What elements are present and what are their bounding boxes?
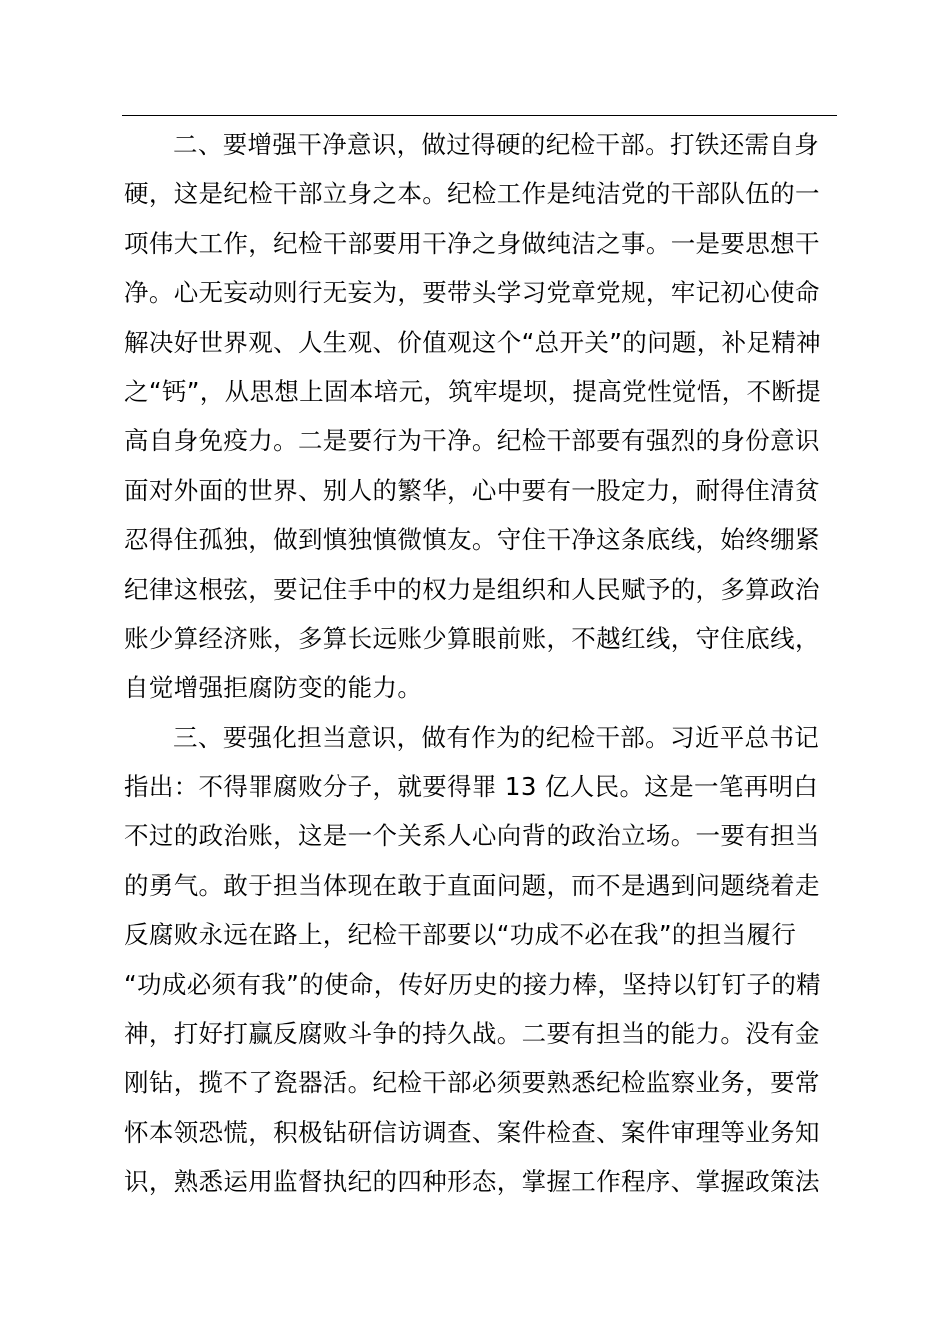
document-body [124,120,844,1207]
paragraph-line: 自觉增强拒腐防变的能力。 [124,673,423,703]
paragraph-line: 之“钙”，从思想上固本培元，筑牢堤坝，提高党性觉悟，不断提 [124,376,822,406]
paragraph-section-2 [124,120,844,713]
paragraph-line: 三、要强化担当意识，做有作为的纪检干部。习近平总书记 [173,722,820,752]
header-rule [122,115,837,116]
paragraph-line: “功成必须有我”的使命，传好历史的接力棒，坚持以钉钉子的精 [124,969,822,999]
paragraph-line: 反腐败永远在路上，纪检干部要以“功成不必在我”的担当履行 [124,920,797,950]
paragraph-section-3 [124,713,844,1207]
paragraph-line: 纪律这根弦，要记住手中的权力是组织和人民赋予的，多算政治 [124,574,820,604]
paragraph-line: 高自身免疫力。二是要行为干净。纪检干部要有强烈的身份意识 [124,426,820,456]
paragraph-line: 解决好世界观、人生观、价值观这个“总开关”的问题，补足精神 [124,327,822,357]
paragraph-line: 二、要增强干净意识，做过得硬的纪检干部。打铁还需自身 [173,130,820,159]
paragraph-line: 硬，这是纪检干部立身之本。纪检工作是纯洁党的干部队伍的一 [124,179,820,209]
paragraph-line: 面对外面的世界、别人的繁华，心中要有一股定力，耐得住清贫 [124,475,820,505]
paragraph-line: 项伟大工作，纪检干部要用干净之身做纯洁之事。一是要思想干 [124,228,820,258]
paragraph-line: 忍得住孤独，做到慎独慎微慎友。守住干净这条底线，始终绷紧 [124,525,820,555]
paragraph-line: 不过的政治账，这是一个关系人心向背的政治立场。一要有担当 [124,821,820,851]
paragraph-line: 识，熟悉运用监督执纪的四种形态，掌握工作程序、掌握政策法 [124,1167,820,1197]
paragraph-line: 净。心无妄动则行无妄为，要带头学习党章党规，牢记初心使命 [124,278,820,308]
paragraph-line: 刚钻，揽不了瓷器活。纪检干部必须要熟悉纪检监察业务，要常 [124,1068,820,1098]
paragraph-line: 指出：不得罪腐败分子，就要得罪 13 亿人民。这是一笔再明白 [124,772,819,802]
paragraph-line: 账少算经济账，多算长远账少算眼前账，不越红线，守住底线， [124,623,820,653]
paragraph-line: 的勇气。敢于担当体现在敢于直面问题，而不是遇到问题绕着走 [124,870,820,900]
paragraph-line: 怀本领恐慌，积极钻研信访调查、案件检查、案件审理等业务知 [124,1117,820,1147]
paragraph-line: 神，打好打赢反腐败斗争的持久战。二要有担当的能力。没有金 [124,1019,820,1049]
